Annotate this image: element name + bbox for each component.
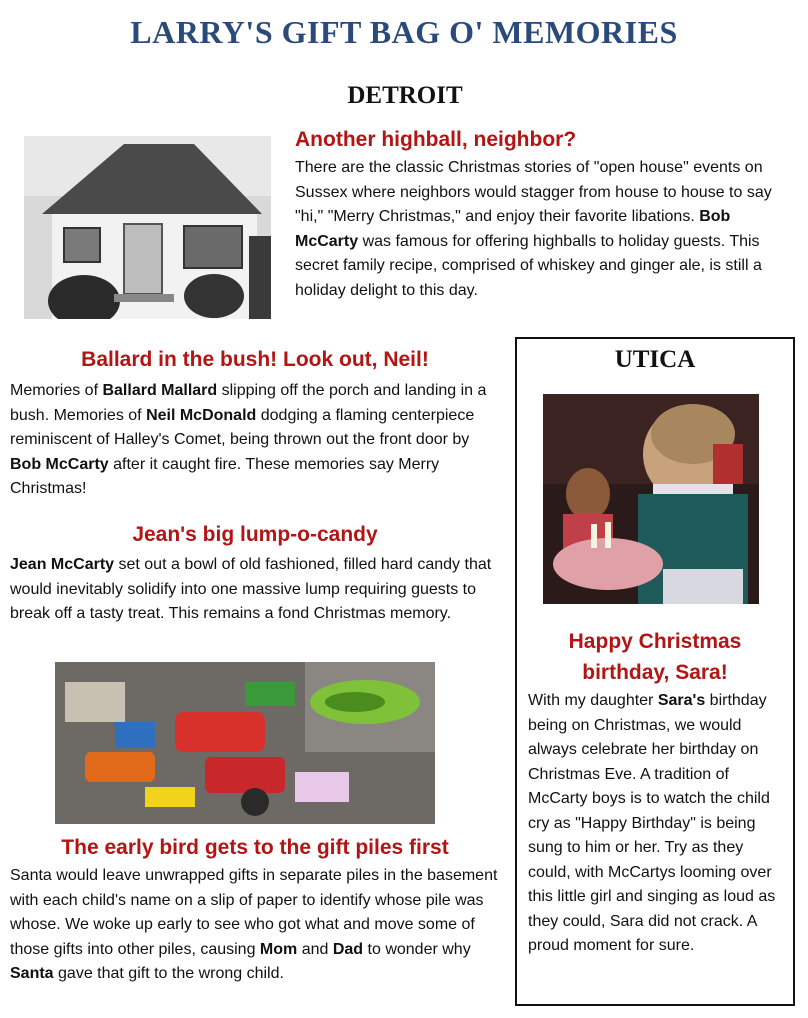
person-name: Ballard Mallard bbox=[102, 382, 218, 399]
birthday-photo bbox=[543, 394, 759, 604]
detroit-heading: DETROIT bbox=[347, 82, 463, 109]
ballard-text-part: after it caught fire. These memories say Merry Christmas! bbox=[10, 455, 440, 497]
page-title: LARRY'S GIFT BAG O' MEMORIES bbox=[130, 14, 678, 50]
ballard-title: Ballard in the bush! Look out, Neil! bbox=[81, 348, 429, 371]
birthday-text-part: birthday being on Christmas, we would always celebrate her birthday on Christmas Eve. A tradition of McCarty boys is to watch the child cry as "Happy Birthday" is being sung to him or her. Try as they could, with McCartys looming over this little girl and singing as loud as they could, Sara did not crack. A proud moment for sure. bbox=[528, 692, 776, 954]
jean-text bbox=[10, 553, 500, 627]
jean-title: Jean's big lump-o-candy bbox=[132, 523, 378, 546]
earlybird-text-part: to wonder why bbox=[363, 940, 471, 958]
earlybird-text-part: Santa would leave unwrapped gifts in separate piles in the basement with each child's name on a slip of paper to identify whose pile was whose. We woke up early to see who got what and move some of those gifts into other piles, causing bbox=[10, 867, 498, 958]
house-photo bbox=[24, 136, 271, 319]
ballard-text-part: slipping off the porch and landing in a bush. Memories of bbox=[10, 382, 487, 424]
person-name: Bob McCarty bbox=[295, 208, 731, 250]
person-name: Neil McDonald bbox=[146, 406, 257, 424]
jean-text-part: set out a bowl of old fashioned, filled hard candy that would inevitably solidify into one massive lump requiring guests to break off a tasty treat. This remains a fond Christmas memory. bbox=[10, 556, 492, 622]
birthday-title-line1: Happy Christmas bbox=[568, 630, 742, 653]
birthday-title bbox=[517, 626, 793, 688]
highball-text-part: There are the classic Christmas stories of "open house" events on Sussex where neighbors would stagger from house to house to say "hi," "Merry Christmas," and enjoy their favorite libations. bbox=[295, 159, 772, 225]
person-name: Sara's bbox=[657, 692, 706, 709]
person-name: Bob McCarty bbox=[10, 455, 109, 473]
ballard-text-part: Memories of bbox=[10, 382, 103, 399]
earlybird-text-part: and bbox=[297, 940, 333, 958]
highball-text bbox=[295, 156, 795, 303]
highball-text-part: was famous for offering highballs to holiday guests. This secret family recipe, comprised of whiskey and ginger ale, is still a holiday delight to this day. bbox=[295, 232, 762, 299]
earlybird-title: The early bird gets to the gift piles first bbox=[61, 836, 449, 859]
gift-piles-photo bbox=[55, 662, 435, 824]
ballard-text bbox=[10, 379, 500, 502]
earlybird-text-part: gave that gift to the wrong child. bbox=[53, 965, 284, 982]
earlybird-text bbox=[10, 864, 505, 987]
utica-heading: UTICA bbox=[614, 346, 696, 373]
person-name: Mom bbox=[259, 940, 298, 958]
birthday-text-part: With my daughter bbox=[528, 692, 658, 709]
birthday-title-line2: birthday, Sara! bbox=[582, 661, 728, 684]
person-name: Jean McCarty bbox=[10, 556, 115, 573]
highball-title: Another highball, neighbor? bbox=[295, 128, 577, 151]
person-name: Dad bbox=[332, 940, 364, 958]
person-name: Santa bbox=[10, 965, 54, 982]
ballard-text-part: dodging a flaming centerpiece reminiscent of Halley's Comet, being thrown out the front door by bbox=[10, 406, 475, 448]
birthday-text bbox=[528, 689, 786, 959]
